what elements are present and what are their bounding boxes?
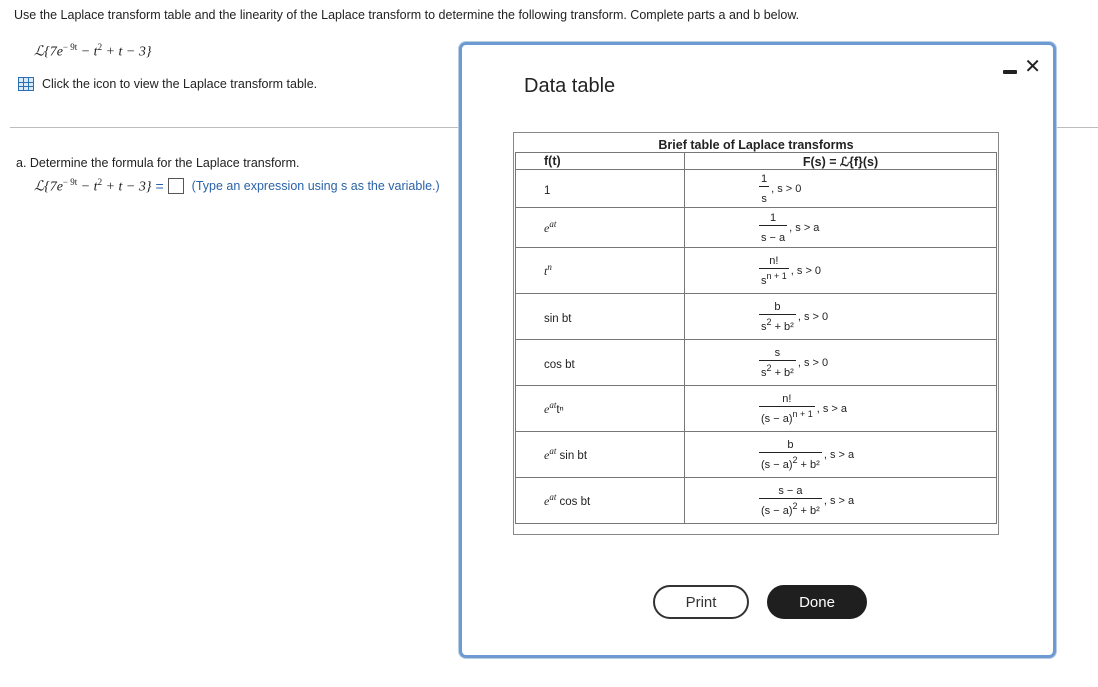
data-table-dialog [459, 42, 1056, 658]
Fs-cell: $\frac{b}{(s - a)^2 + b^2}$ , s > a [685, 432, 997, 478]
dialog-title: Data table [524, 75, 616, 97]
close-icon[interactable]: ✕ [1024, 56, 1041, 78]
answer-input[interactable] [168, 178, 184, 194]
ft-cell: $t^n$ [516, 248, 685, 294]
minimize-icon[interactable] [1003, 70, 1017, 74]
print-button[interactable]: Print [653, 585, 749, 619]
table-row [516, 340, 997, 386]
Fs-cell: $\frac{1}{s - a}$ , s > a [685, 208, 997, 248]
fraction: $\frac{n!}{s^{n + 1}}$ [761, 254, 787, 287]
done-button[interactable]: Done [767, 585, 867, 619]
table-row [516, 248, 997, 294]
ft-cell: $e^{at}$ cos bt [516, 478, 685, 524]
laplace-table [515, 134, 997, 524]
part-a-prompt: a. Determine the formula for the Laplace transform. [16, 156, 300, 170]
table-row [516, 478, 997, 524]
col-header-ft: f(t) [516, 153, 685, 170]
Fs-cell: $\frac{n!}{(s - a)^{n + 1}}$ , s > a [685, 386, 997, 432]
part-a-expression: $ℒ\{7e^{- 9t} - t^2 + t - 3\}$ [34, 177, 152, 195]
Fs-cell: $\frac{s}{s^2 + b^2}$ , s > 0 [685, 340, 997, 386]
table-row [516, 208, 997, 248]
table-caption: Brief table of Laplace transforms [658, 138, 854, 152]
ft-cell: 1 [516, 170, 685, 208]
table-row [516, 294, 997, 340]
Fs-cell: $\frac{b}{s^2 + b^2}$ , s > 0 [685, 294, 997, 340]
fraction: $\frac{s - a}{(s - a)^2 + b^2}$ [761, 484, 820, 517]
fraction: $\frac{n!}{(s - a)^{n + 1}}$ [761, 392, 813, 425]
instructions: Use the Laplace transform table and the linearity of the Laplace transform to determine the following transform. Complete parts a and b below. [14, 8, 800, 22]
Fs-cell: $\frac{s - a}{(s - a)^2 + b^2}$ , s > a [685, 478, 997, 524]
transform-expression: $ℒ\{7e^{- 9t} - t^2 + t - 3\}$ [34, 42, 152, 60]
Fs-cell: $\frac{n!}{s^{n + 1}}$ , s > 0 [685, 248, 997, 294]
table-row [516, 386, 997, 432]
fraction: $\frac{1}{s}$ [761, 172, 768, 205]
equals-sign: = [155, 178, 164, 195]
view-table-link[interactable] [18, 77, 317, 91]
col-header-Fs: F(s) = ℒ{f}(s) [685, 153, 997, 170]
answer-hint: (Type an expression using s as the variable.) [191, 179, 440, 194]
table-icon[interactable] [18, 77, 34, 91]
table-row [516, 432, 997, 478]
table-row [516, 170, 997, 208]
ft-cell: sin bt [516, 294, 685, 340]
part-a-answer-line [34, 177, 440, 196]
ft-cell: cos bt [516, 340, 685, 386]
fraction: $\frac{b}{(s - a)^2 + b^2}$ [761, 438, 820, 471]
ft-cell: $e^{at}$ sin bt [516, 432, 685, 478]
ft-cell: $e^{at}t^n$ [516, 386, 685, 432]
fraction: $\frac{1}{s - a}$ [761, 211, 786, 244]
fraction: $\frac{s}{s^2 + b^2}$ [761, 346, 794, 379]
Fs-cell: $\frac{1}{s}$ , s > 0 [685, 170, 997, 208]
view-table-text: Click the icon to view the Laplace transform table. [42, 77, 318, 91]
fraction: $\frac{b}{s^2 + b^2}$ [761, 300, 794, 333]
ft-cell: $e^{at}$ [516, 208, 685, 248]
